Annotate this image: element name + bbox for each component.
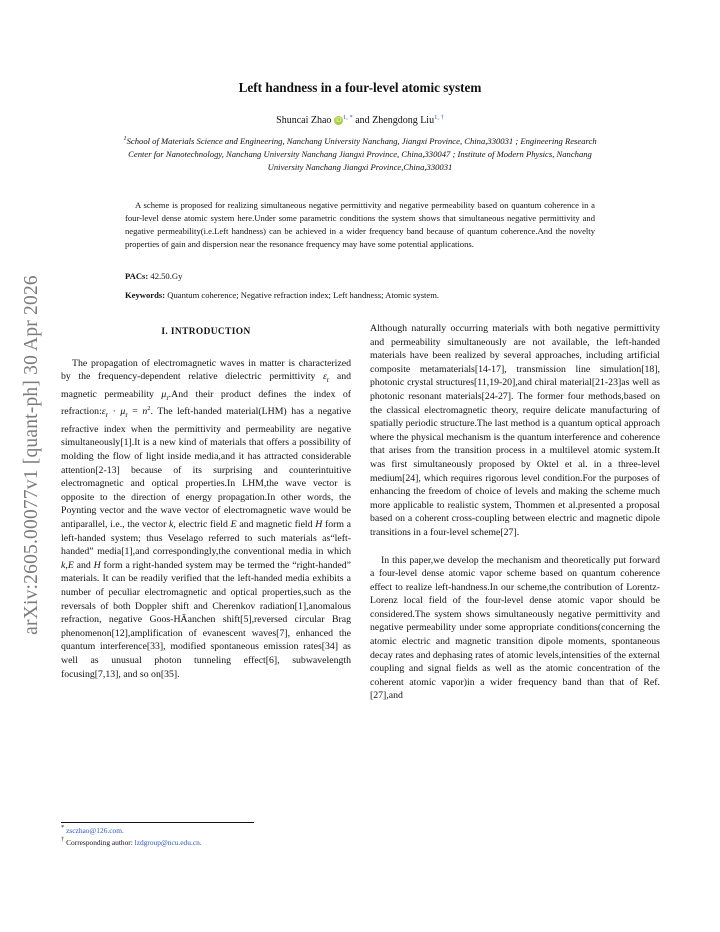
- pacs-value: 42.50.Gy: [150, 271, 183, 281]
- abstract: A scheme is proposed for realizing simultaneous negative permittivity and negative permeability based on quantum coherence in a four-level dense atomic system here.Under some parametric conditions the system shows that simultaneous negative permittivity and negative permeability(i.e.Left handness) can be achieved in a wider frequency band because of quantum coherence.And the novelty properties of gain and dispersion near the resonance frequency may have some potential applications.: [125, 200, 595, 249]
- author-1-marks[interactable]: 1, *: [342, 114, 353, 121]
- footnote-mark-2: †: [61, 836, 65, 843]
- footnote-mark-1: *: [61, 824, 65, 831]
- email-link-1[interactable]: zsczhao@126.com.: [66, 826, 124, 835]
- pacs-label: PACs:: [125, 271, 149, 281]
- footnote-rule: [61, 822, 254, 823]
- author-name-2: Zhengdong Liu: [372, 115, 435, 126]
- author-line: [0, 115, 720, 126]
- email-link-2[interactable]: lzdgroup@ncu.edu.cn.: [134, 838, 202, 847]
- keywords-line: [125, 290, 595, 300]
- orcid-icon[interactable]: iD: [335, 117, 342, 124]
- affiliation-mark: 1: [123, 135, 127, 142]
- affiliation: [120, 135, 600, 174]
- paper-title: Left handness in a four-level atomic system: [238, 80, 482, 95]
- right-paragraph-1: Although naturally occurring materials with both negative permittivity and permeability simultaneously are not available, the left-handed materials have been realized by several approaches, including artificial composite metamaterials[14-17], transmission line simulation[18], photonic crystal structures[11,19-20],and chiral material[21-23]as well as photonic resonant materials[24-27]. The former four methods,based on the classical electromagnetic theory, require delicate manufacturing of spatially periodic structure.The last method is a quantum optical approach where the physical mechanism is the quantum interference and coherence that arises from the transition process in a multilevel atomic system.It was first simultaneously proposed by Oktel et al. in a three-level medium[24], which requires rigorous level condition.For the purposes of enhancing the freedom of choice of levels and making the scheme much more applicable to realistic system, Thommen et al.presented a proposal based on a coherent cross-coupling between electric and magnetic dipole transitions in a four-level scheme[27].: [370, 323, 661, 538]
- footnote-label-2: Corresponding author:: [66, 838, 135, 847]
- right-paragraph-2: In this paper,we develop the mechanism and theoretically put forward a four-level dense atomic vapor scheme based on quantum coherence effect to realize left-handness.In our scheme,the contribution of Lorentz-Lorenz local field of the four-level dense atomic vapor should be considered.The system shows simultaneously negative permittivity and negative permeability under some appropriate conditions(concerning the atomic electric and magnetic transition dipole moments, spontaneous decay rates and dephasing rates of atomic levels,intensities of the external coupling and signal fields as well as the atomic concentration of the coherent atomic vapor)in a wider frequency band than that of Ref.[27],and: [370, 554, 660, 702]
- affiliation-text: School of Materials Science and Engineering, Nanchang University Nanchang, Jiangxi Province, China,330031 ; Engineering Research Center for Nanotechnology, Nanchang University Nanchang Jiangxi Province, China,330047 ; Institute of Modern Physics, Nanchang University Nanchang Jiangxi Province,China,330031: [126, 136, 597, 172]
- arxiv-identifier-text: arXiv:2605.00077v1 [quant-ph] 30 Apr 2026: [21, 275, 43, 635]
- right-column: [370, 322, 660, 703]
- left-column: [61, 320, 351, 681]
- footnote-1: [61, 825, 351, 837]
- keywords-value: Quantum coherence; Negative refraction index; Left handness; Atomic system.: [167, 290, 440, 300]
- footnote-2: [61, 837, 351, 849]
- section-heading: I. INTRODUCTION: [161, 327, 251, 337]
- author-name-1: Shuncai Zhao: [276, 115, 332, 126]
- footnotes: [61, 825, 351, 849]
- intro-paragraph: The propagation of electromagnetic waves in matter is characterized by the frequency-dependent relative dielectric permittivity $\varepsilon_r$ and magnetic permeability $\mu_r.And$ their product defines the index of $refraction:\varepsilon_r \cdot \mu_r = n^2$. The left-handed material(LHM) has a negative refractive index when the permittivity and permeability are negative simultaneously[1].It is a new kind of materials that offers a possibility of molding the flow of light inside media,and it has attracted considerable attention[2-13] because of its surprising and counterintuitive electromagnetic and optical properties.In LHM,the wave vector is opposite to the direction of energy propagation.In other words, the Poynting vector and the wave vector of electromagnetic wave would be antiparallel, i.e., the vector k, electric field E and magnetic field H form a left-handed system; thus Veselago referred to such materials as“left-handed” media[1],and correspondingly,the conventional media in which k,E and H form a right-handed system may be termed the “right-handed” materials. It can be readily verified that the left-handed media exhibits a number of peculiar electromagnetic and optical properties,such as the reversals of both Doppler shift and Cherenkov radiation[1],anomalous refraction, negative Goos-HÃanchen shift[5],reversed circular Brag phenomenon[12],amplification of evanescent waves[7], enhanced the quantum interference[33], modified spontaneous emission rates[34] as well as unusual photon tunneling effect[6], subwavelength focusing[7,13], and so on[35].: [61, 357, 351, 680]
- arxiv-identifier: [17, 235, 47, 675]
- author-conjunction: and: [355, 115, 370, 126]
- pacs-line: [125, 271, 595, 281]
- keywords-label: Keywords:: [125, 290, 166, 300]
- author-2-marks[interactable]: 1, †: [434, 114, 444, 121]
